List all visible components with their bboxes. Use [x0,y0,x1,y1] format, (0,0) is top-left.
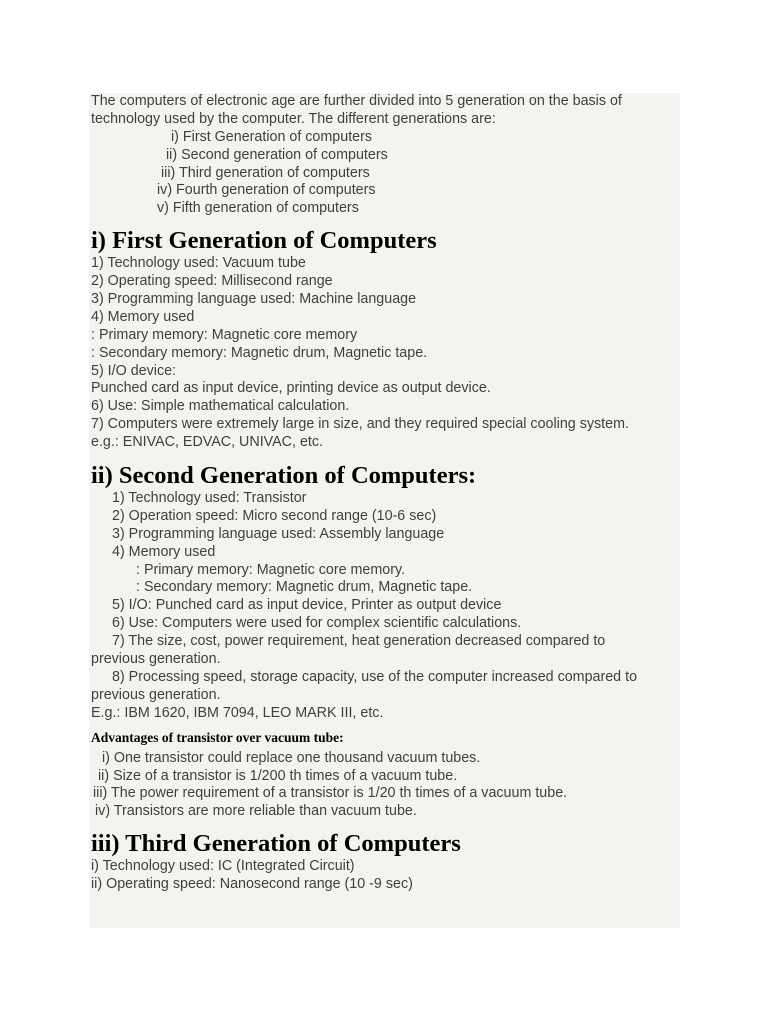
detail-line: 4) Memory used [112,543,216,560]
detail-line: 1) Technology used: Transistor [112,490,307,507]
detail-line: 4) Memory used [91,308,195,325]
intro-text-line: The computers of electronic age are further divided into 5 generation on the basis of [91,93,622,109]
detail-line: 1) Technology used: Vacuum tube [91,255,306,272]
detail-line: 6) Use: Computers were used for complex scientific calculations. [112,615,522,632]
detail-line: 7) The size, cost, power requirement, heat generation decreased compared to [112,633,606,650]
advantages-subheading: Advantages of transistor over vacuum tube: [91,729,344,745]
detail-line: : Secondary memory: Magnetic drum, Magnetic tape. [91,344,428,361]
first-generation-details [91,255,679,452]
detail-line: previous generation. [91,651,221,668]
generation-list-item: i) First Generation of computers [171,128,373,145]
detail-line: 5) I/O device: [91,362,177,379]
second-generation-heading: ii) Second Generation of Computers: [91,462,477,490]
third-generation-heading: iii) Third Generation of Computers [91,830,461,858]
advantage-item: iv) Transistors are more reliable than vacuum tube. [95,803,417,820]
advantage-item: i) One transistor could replace one thousand vacuum tubes. [102,749,481,766]
detail-line: 7) Computers were extremely large in size, and they required special cooling system. [91,416,629,433]
detail-line: 3) Programming language used: Assembly language [112,525,445,542]
second-generation-details [91,490,679,821]
intro-text-line: technology used by the computer. The different generations are: [91,110,496,127]
detail-line: 2) Operation speed: Micro second range (10-6 sec) [112,507,437,524]
generation-list-item: iii) Third generation of computers [161,164,370,181]
detail-line: i) Technology used: IC (Integrated Circuit) [91,858,355,875]
detail-line: Punched card as input device, printing device as output device. [91,380,491,397]
generation-list-item: v) Fifth generation of computers [157,200,359,217]
first-generation-heading: i) First Generation of Computers [91,227,437,255]
detail-line: e.g.: ENIVAC, EDVAC, UNIVAC, etc. [91,434,323,451]
detail-line: : Secondary memory: Magnetic drum, Magnetic tape. [136,579,473,596]
detail-line: 3) Programming language used: Machine language [91,291,417,308]
detail-line: 8) Processing speed, storage capacity, use of the computer increased compared to [112,668,638,685]
advantages-list [91,750,679,822]
detail-line: : Primary memory: Magnetic core memory [91,326,358,343]
detail-line: ii) Operating speed: Nanosecond range (10 -9 sec) [91,876,413,893]
document-content [91,93,679,894]
generation-list-item: ii) Second generation of computers [166,146,388,163]
detail-line: E.g.: IBM 1620, IBM 7094, LEO MARK III, etc. [91,704,384,721]
detail-line: 2) Operating speed: Millisecond range [91,273,333,290]
advantage-item: iii) The power requirement of a transistor is 1/20 th times of a vacuum tube. [93,785,568,802]
advantage-item: ii) Size of a transistor is 1/200 th times of a vacuum tube. [98,767,458,784]
detail-line: 5) I/O: Punched card as input device, Printer as output device [112,597,502,614]
detail-line: previous generation. [91,686,221,703]
detail-line: 6) Use: Simple mathematical calculation. [91,398,350,415]
document-page [89,93,680,928]
generations-list [91,129,679,218]
generation-list-item: iv) Fourth generation of computers [157,182,376,199]
third-generation-details [91,858,679,894]
detail-line: : Primary memory: Magnetic core memory. [136,561,406,578]
